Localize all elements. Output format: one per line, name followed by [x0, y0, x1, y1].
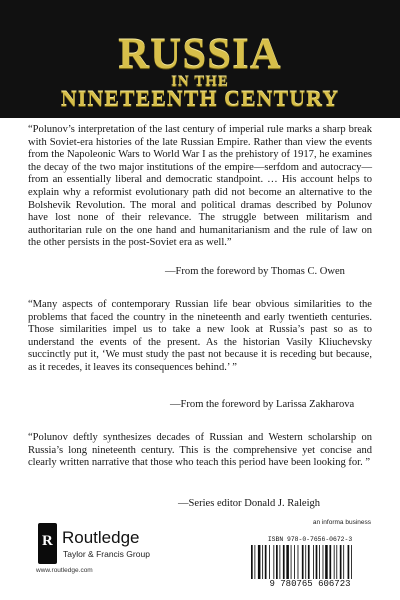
routledge-logo-letter: R [42, 533, 53, 549]
quote-owen: “Polunov’s interpretation of the last century of imperial rule marks a sharp break with Soviet-era histories of the late Russian Empire. Rather than view the events from the Napoleonic Wars to World War I as the prehistory of 1917, he examines the decay of the two major institutions of the empire—serfdom and autocracy—from an essentially liberal and democratic standpoint. … His account helps to explain why a reformist evolutionary path did not become an alternative to the Bolshevik Revolution. The moral and political dramas described by Polunov have lost none of their relevance. The struggle between militarism and authoritarian rule on the one hand and humanitarianism and the rule of law on the other persists in the post-Soviet era as well.” [28, 124, 372, 249]
barcode-number: 9 780765 606723 [269, 579, 351, 589]
publisher-group: Taylor & Francis Group [63, 549, 150, 559]
book-title [0, 0, 400, 118]
quote-zakharova-attribution: —From the foreword by Larissa Zakharova [170, 399, 355, 410]
quote-zakharova: “Many aspects of contemporary Russian life bear obvious similarities to the problems that faced the country in the nineteenth and early twentieth centuries. Those similarities impel us to take a new look at Russia’s past so as to understand the events of the present. As the historian Vasily Kliuchevsky succinctly put it, ‘We must study the past not because it is receding but because, as it recedes, it leaves its consequences behind.’ ” [28, 299, 372, 373]
publisher-name: Routledge [62, 528, 140, 547]
title-middle: IN THE [171, 74, 229, 90]
title-bottom: NINETEENTH CENTURY [60, 86, 340, 111]
title-main: RUSSIA [118, 31, 282, 78]
quote-raleigh-attribution: —Series editor Donald J. Raleigh [178, 498, 321, 509]
barcode [249, 545, 371, 579]
routledge-logo-icon [38, 523, 57, 564]
quote-raleigh: “Polunov deftly synthesizes decades of Russian and Western scholarship on Russia’s long nineteenth century. This is the comprehensive yet concise and clearly written narrative that those who teach this period have been looking for. ” [28, 432, 372, 469]
quote-owen-attribution: —From the foreword by Thomas C. Owen [165, 266, 345, 277]
informa-business-label: an informa business [312, 519, 371, 526]
isbn-label: ISBN 978-0-7656-0672-3 [267, 536, 353, 543]
publisher-url: www.routledge.com [36, 567, 93, 574]
